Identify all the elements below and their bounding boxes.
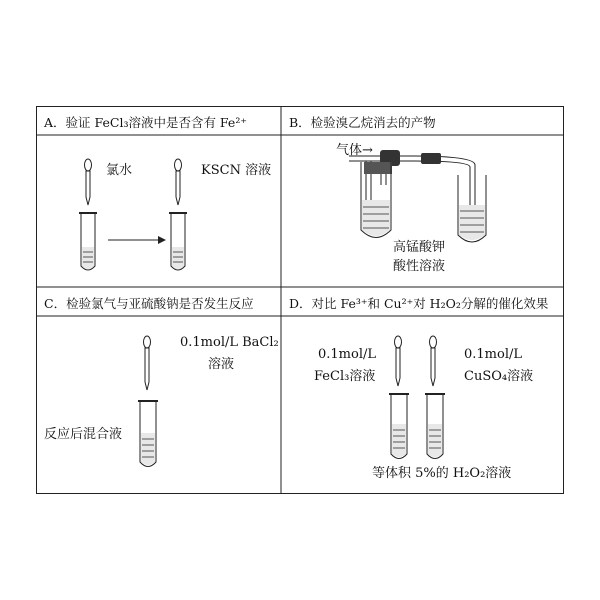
dropper-icon: [395, 336, 402, 386]
h2o2-label: 等体积 5%的 H₂O₂溶液: [372, 466, 512, 481]
test-tube-icon: [458, 175, 486, 242]
bacl2-label-line1: 0.1mol/L BaCl₂: [180, 335, 279, 350]
rubber-stopper-icon: [364, 162, 392, 174]
kmno4-label-line2: 酸性溶液: [393, 259, 446, 274]
cuso4-label-line2: CuSO₄溶液: [464, 369, 534, 384]
arrow-icon: [108, 236, 166, 244]
panel-a-header: A．验证 FeCl₃溶液中是否含有 Fe²⁺: [44, 115, 247, 130]
gas-label: 气体→: [336, 143, 373, 158]
test-tube-icon: [169, 213, 187, 270]
reagent-label-kscn: KSCN 溶液: [201, 163, 272, 178]
dropper-icon: [175, 159, 182, 205]
panel-c-header: C．检验氯气与亚硫酸钠是否发生反应: [44, 296, 254, 311]
panel-d-header: D．对比 Fe³⁺和 Cu²⁺对 H₂O₂分解的催化效果: [289, 296, 549, 311]
mixture-label: 反应后混合液: [44, 427, 123, 442]
test-tube-icon: [389, 394, 409, 459]
test-tube-icon: [79, 213, 97, 270]
reagent-label-chlorine-water: 氯水: [106, 163, 133, 178]
test-tube-icon: [138, 401, 158, 467]
panel-b-diagram: [281, 135, 564, 316]
panel-b-header: B．检验溴乙烷消去的产物: [289, 115, 436, 130]
fecl3-label-line2: FeCl₃溶液: [314, 369, 376, 384]
kmno4-label-line1: 高锰酸钾: [393, 240, 446, 255]
dropper-icon: [430, 336, 437, 386]
cuso4-label-line1: 0.1mol/L: [464, 347, 522, 362]
experiment-table: [36, 106, 564, 494]
test-tube-icon: [425, 394, 445, 459]
dropper-icon: [85, 159, 92, 205]
bacl2-label-line2: 溶液: [208, 357, 235, 372]
rubber-stopper-icon: [421, 153, 441, 164]
dropper-icon: [144, 336, 151, 390]
fecl3-label-line1: 0.1mol/L: [318, 347, 376, 362]
